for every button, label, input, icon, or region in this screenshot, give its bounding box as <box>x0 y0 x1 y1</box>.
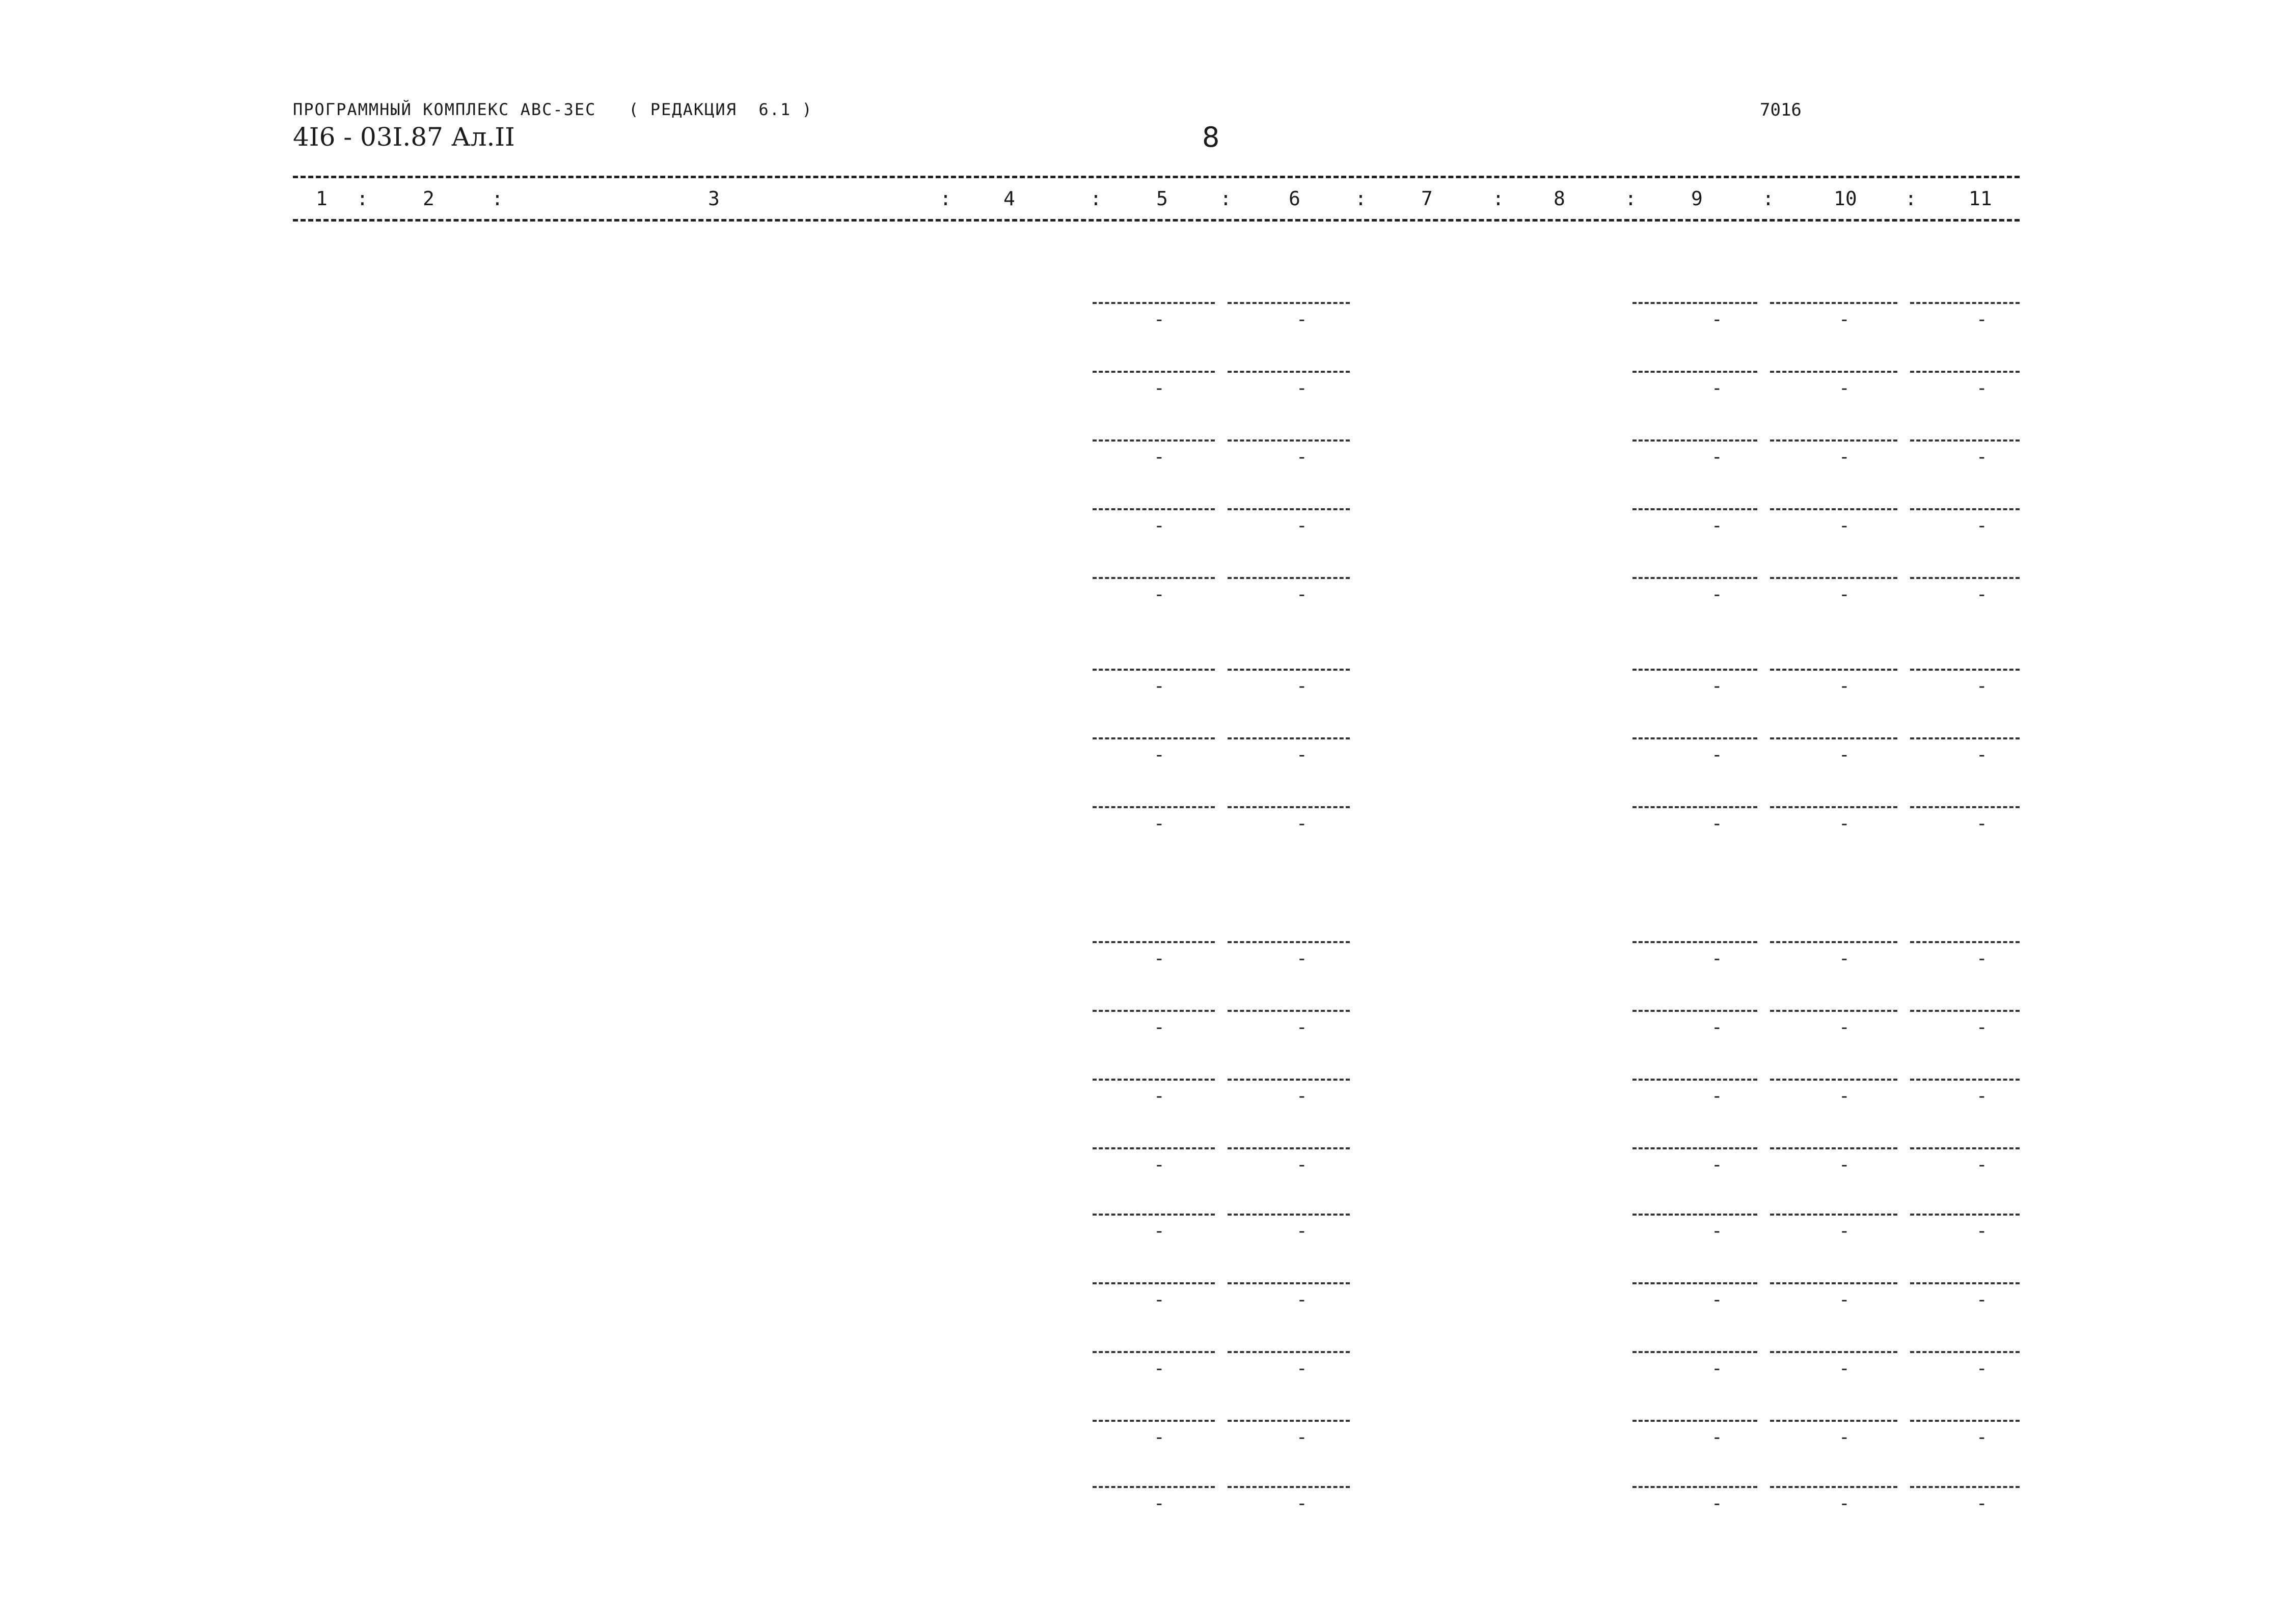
row-subdash: - <box>1296 813 1309 834</box>
row-subdash: - <box>1154 1086 1166 1107</box>
row-subdash: - <box>1839 1221 1851 1242</box>
cell-underline <box>1632 1486 1757 1488</box>
row-subdash: - <box>1711 948 1724 969</box>
cell-underline <box>1632 577 1757 579</box>
row-subdash: - <box>1839 1017 1851 1038</box>
cell-underline <box>1632 737 1757 739</box>
row-subdash: - <box>1839 1154 1851 1175</box>
cell-underline <box>1770 1282 1897 1284</box>
cell-underline <box>1228 371 1350 373</box>
cell-underline <box>1770 1420 1897 1422</box>
row-subdash: - <box>1976 948 1989 969</box>
row-subdash: - <box>1296 447 1309 467</box>
row-subdash: - <box>1839 1086 1851 1107</box>
cell-underline <box>1228 1010 1350 1012</box>
row-subdash: - <box>1976 745 1989 765</box>
row-subdash: - <box>1296 1086 1309 1107</box>
cell-underline <box>1770 806 1897 808</box>
cell-underline <box>1228 508 1350 510</box>
column-separator: : <box>940 187 951 210</box>
cell-underline <box>1228 1079 1350 1081</box>
row-subdash: - <box>1976 676 1989 697</box>
cell-underline <box>1093 302 1215 304</box>
row-subdash: - <box>1711 813 1724 834</box>
row-subdash: - <box>1976 1154 1989 1175</box>
cell-underline <box>1228 302 1350 304</box>
cell-underline <box>1632 806 1757 808</box>
row-subdash: - <box>1154 1493 1166 1514</box>
document-code: 4I6 - 03I.87 Ал.II <box>293 122 515 152</box>
cell-underline <box>1093 371 1215 373</box>
cell-underline <box>1770 1214 1897 1216</box>
cell-underline <box>1228 1147 1350 1149</box>
cell-underline <box>1632 1214 1757 1216</box>
cell-underline <box>1910 737 2020 739</box>
column-header-5: 5 <box>1156 187 1168 210</box>
row-subdash: - <box>1839 1289 1851 1310</box>
row-subdash: - <box>1711 1427 1724 1448</box>
cell-underline <box>1632 1010 1757 1012</box>
cell-underline <box>1093 669 1215 671</box>
row-subdash: - <box>1839 813 1851 834</box>
row-subdash: - <box>1296 1493 1309 1514</box>
row-subdash: - <box>1154 515 1166 536</box>
column-separator: : <box>1355 187 1367 210</box>
row-subdash: - <box>1839 948 1851 969</box>
row-subdash: - <box>1154 1427 1166 1448</box>
row-subdash: - <box>1154 1358 1166 1379</box>
row-subdash: - <box>1154 447 1166 467</box>
row-subdash: - <box>1154 1017 1166 1038</box>
row-subdash: - <box>1839 745 1851 765</box>
row-subdash: - <box>1976 813 1989 834</box>
cell-underline <box>1228 1214 1350 1216</box>
column-header-9: 9 <box>1691 187 1703 210</box>
cell-underline <box>1228 1351 1350 1353</box>
row-subdash: - <box>1976 515 1989 536</box>
row-subdash: - <box>1296 1017 1309 1038</box>
cell-underline <box>1228 941 1350 943</box>
row-subdash: - <box>1839 1358 1851 1379</box>
program-header: ПРОГРАММНЫЙ КОМПЛЕКС АВС-ЗЕС ( РЕДАКЦИЯ 6.1 ) <box>293 100 813 119</box>
cell-underline <box>1093 1214 1215 1216</box>
row-subdash: - <box>1976 1427 1989 1448</box>
cell-underline <box>1910 508 2020 510</box>
cell-underline <box>1910 439 2020 442</box>
cell-underline <box>1910 1147 2020 1149</box>
row-subdash: - <box>1976 378 1989 399</box>
cell-underline <box>1632 302 1757 304</box>
row-subdash: - <box>1154 948 1166 969</box>
cell-underline <box>1093 1147 1215 1149</box>
cell-underline <box>1770 737 1897 739</box>
row-subdash: - <box>1839 1427 1851 1448</box>
cell-underline <box>1093 1282 1215 1284</box>
cell-underline <box>1632 1351 1757 1353</box>
row-subdash: - <box>1976 1086 1989 1107</box>
sheet-number: 7016 <box>1760 100 1802 120</box>
row-subdash: - <box>1296 676 1309 697</box>
row-subdash: - <box>1976 1358 1989 1379</box>
cell-underline <box>1632 669 1757 671</box>
column-header-2: 2 <box>423 187 434 210</box>
column-separator: : <box>1090 187 1102 210</box>
cell-underline <box>1093 1420 1215 1422</box>
row-subdash: - <box>1976 1493 1989 1514</box>
row-subdash: - <box>1976 447 1989 467</box>
row-subdash: - <box>1296 948 1309 969</box>
row-subdash: - <box>1296 1427 1309 1448</box>
cell-underline <box>1228 806 1350 808</box>
row-subdash: - <box>1711 309 1724 330</box>
row-subdash: - <box>1711 745 1724 765</box>
row-subdash: - <box>1154 309 1166 330</box>
column-separator: : <box>1905 187 1917 210</box>
row-subdash: - <box>1154 378 1166 399</box>
row-subdash: - <box>1154 1289 1166 1310</box>
cell-underline <box>1228 669 1350 671</box>
cell-underline <box>1910 669 2020 671</box>
column-separator: : <box>1220 187 1232 210</box>
cell-underline <box>1632 941 1757 943</box>
cell-underline <box>1632 1420 1757 1422</box>
row-subdash: - <box>1976 1221 1989 1242</box>
row-subdash: - <box>1976 1017 1989 1038</box>
cell-underline <box>1632 508 1757 510</box>
cell-underline <box>1093 941 1215 943</box>
cell-underline <box>1093 508 1215 510</box>
column-separator: : <box>1625 187 1637 210</box>
cell-underline <box>1770 1351 1897 1353</box>
cell-underline <box>1770 1147 1897 1149</box>
row-subdash: - <box>1711 1493 1724 1514</box>
cell-underline <box>1770 1079 1897 1081</box>
cell-underline <box>1770 508 1897 510</box>
table-top-rule <box>293 176 2020 178</box>
row-subdash: - <box>1711 676 1724 697</box>
cell-underline <box>1632 1079 1757 1081</box>
row-subdash: - <box>1976 584 1989 605</box>
cell-underline <box>1632 1282 1757 1284</box>
row-subdash: - <box>1296 1221 1309 1242</box>
column-header-1: 1 <box>316 187 328 210</box>
cell-underline <box>1910 302 2020 304</box>
cell-underline <box>1770 577 1897 579</box>
cell-underline <box>1770 302 1897 304</box>
row-subdash: - <box>1296 309 1309 330</box>
row-subdash: - <box>1711 447 1724 467</box>
cell-underline <box>1093 1010 1215 1012</box>
column-separator: : <box>1762 187 1774 210</box>
column-header-4: 4 <box>1003 187 1015 210</box>
cell-underline <box>1093 1486 1215 1488</box>
row-subdash: - <box>1839 378 1851 399</box>
column-header-11: 11 <box>1969 187 1992 210</box>
row-subdash: - <box>1154 745 1166 765</box>
column-header-7: 7 <box>1421 187 1433 210</box>
row-subdash: - <box>1976 309 1989 330</box>
row-subdash: - <box>1154 1154 1166 1175</box>
cell-underline <box>1228 1486 1350 1488</box>
row-subdash: - <box>1296 745 1309 765</box>
cell-underline <box>1910 941 2020 943</box>
cell-underline <box>1910 806 2020 808</box>
cell-underline <box>1910 1486 2020 1488</box>
column-header-6: 6 <box>1289 187 1300 210</box>
row-subdash: - <box>1711 378 1724 399</box>
page-number: 8 <box>1202 121 1220 153</box>
row-subdash: - <box>1711 584 1724 605</box>
cell-underline <box>1910 1079 2020 1081</box>
column-header-8: 8 <box>1554 187 1565 210</box>
row-subdash: - <box>1154 676 1166 697</box>
cell-underline <box>1093 1351 1215 1353</box>
cell-underline <box>1770 669 1897 671</box>
cell-underline <box>1770 439 1897 442</box>
cell-underline <box>1910 1351 2020 1353</box>
cell-underline <box>1910 577 2020 579</box>
cell-underline <box>1228 1282 1350 1284</box>
row-subdash: - <box>1711 1289 1724 1310</box>
cell-underline <box>1770 941 1897 943</box>
row-subdash: - <box>1296 378 1309 399</box>
row-subdash: - <box>1839 584 1851 605</box>
column-separator: : <box>1492 187 1504 210</box>
row-subdash: - <box>1154 584 1166 605</box>
row-subdash: - <box>1296 1154 1309 1175</box>
row-subdash: - <box>1711 1086 1724 1107</box>
cell-underline <box>1228 1420 1350 1422</box>
row-subdash: - <box>1711 1358 1724 1379</box>
row-subdash: - <box>1296 1289 1309 1310</box>
cell-underline <box>1228 439 1350 442</box>
cell-underline <box>1910 1010 2020 1012</box>
row-subdash: - <box>1839 676 1851 697</box>
row-subdash: - <box>1296 584 1309 605</box>
cell-underline <box>1910 371 2020 373</box>
row-subdash: - <box>1976 1289 1989 1310</box>
cell-underline <box>1632 1147 1757 1149</box>
table-header-rule <box>293 219 2020 222</box>
column-header-3: 3 <box>708 187 720 210</box>
cell-underline <box>1093 439 1215 442</box>
cell-underline <box>1632 439 1757 442</box>
row-subdash: - <box>1154 1221 1166 1242</box>
cell-underline <box>1910 1282 2020 1284</box>
cell-underline <box>1770 371 1897 373</box>
row-subdash: - <box>1839 515 1851 536</box>
cell-underline <box>1093 806 1215 808</box>
cell-underline <box>1910 1214 2020 1216</box>
row-subdash: - <box>1711 1221 1724 1242</box>
cell-underline <box>1632 371 1757 373</box>
row-subdash: - <box>1296 515 1309 536</box>
cell-underline <box>1770 1010 1897 1012</box>
cell-underline <box>1228 737 1350 739</box>
column-separator: : <box>357 187 368 210</box>
cell-underline <box>1093 737 1215 739</box>
row-subdash: - <box>1711 1154 1724 1175</box>
cell-underline <box>1228 577 1350 579</box>
cell-underline <box>1910 1420 2020 1422</box>
row-subdash: - <box>1711 1017 1724 1038</box>
row-subdash: - <box>1296 1358 1309 1379</box>
cell-underline <box>1093 577 1215 579</box>
row-subdash: - <box>1711 515 1724 536</box>
row-subdash: - <box>1839 447 1851 467</box>
row-subdash: - <box>1154 813 1166 834</box>
cell-underline <box>1770 1486 1897 1488</box>
column-separator: : <box>492 187 503 210</box>
column-header-10: 10 <box>1834 187 1857 210</box>
row-subdash: - <box>1839 1493 1851 1514</box>
cell-underline <box>1093 1079 1215 1081</box>
row-subdash: - <box>1839 309 1851 330</box>
